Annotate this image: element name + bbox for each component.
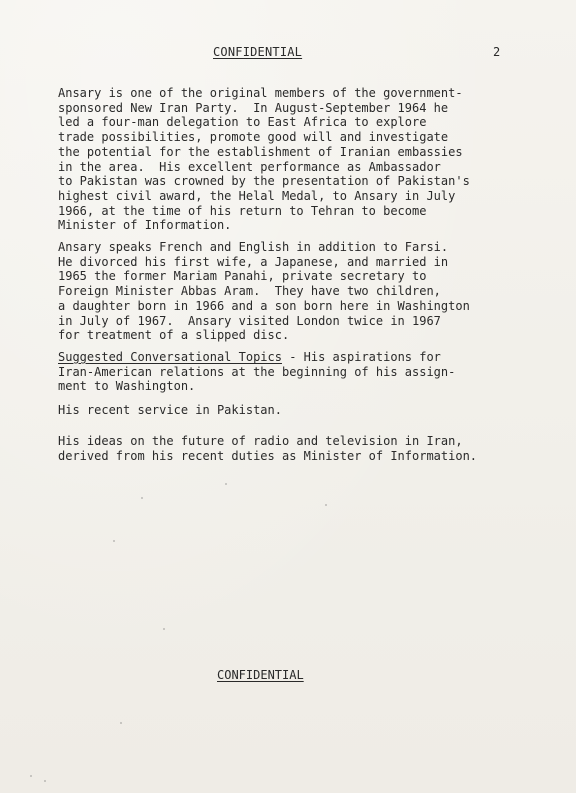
paper-speck <box>120 722 122 724</box>
footer-classification-marking: CONFIDENTIAL <box>217 668 304 682</box>
page-number: 2 <box>493 45 501 59</box>
paper-speck <box>225 483 227 485</box>
paper-speck <box>325 504 327 506</box>
paper-speck <box>30 775 32 777</box>
paragraph-personal-background: Ansary speaks French and English in addition to Farsi. He divorced his first wife, a Japanese, and married in 1965 the former Mariam Panahi, private secretary to Foreign Minister Abbas Aram. They have two children, a daughter born in 1966 and a son born here in Washington in July of 1967. Ansary visited London twice in 1967 for treatment of a slipped disc. <box>58 240 470 343</box>
paper-speck <box>44 780 46 782</box>
conversational-topics-text: - His aspirations for Iran-American relations at the beginning of his assign- ment to Washington. <box>58 350 456 394</box>
paragraph-topic-pakistan: His recent service in Pakistan. <box>58 403 282 417</box>
paragraph-topic-radio-television: His ideas on the future of radio and television in Iran, derived from his recent duties as Minister of Information. <box>58 434 478 463</box>
paragraph-career-background: Ansary is one of the original members of the government- sponsored New Iran Party. In August-September 1964 he led a four-man delegation to East Africa to explore trade possibilities, promote good will and investigate the potential for the establishment of Iranian embassies in the area. His excellent performance as Ambassador to Pakistan was crowned by the presentation of Pakistan's highest civil award, the Helal Medal, to Ansary in July 1966, at the time of his return to Tehran to become Minister of Information. <box>58 86 470 233</box>
paper-speck <box>163 628 165 630</box>
header-classification-marking: CONFIDENTIAL <box>213 45 303 59</box>
paragraph-conversational-topics <box>58 350 548 394</box>
paper-speck <box>113 540 115 542</box>
paper-speck <box>141 497 143 499</box>
conversational-topics-heading: Suggested Conversational Topics <box>58 350 282 364</box>
